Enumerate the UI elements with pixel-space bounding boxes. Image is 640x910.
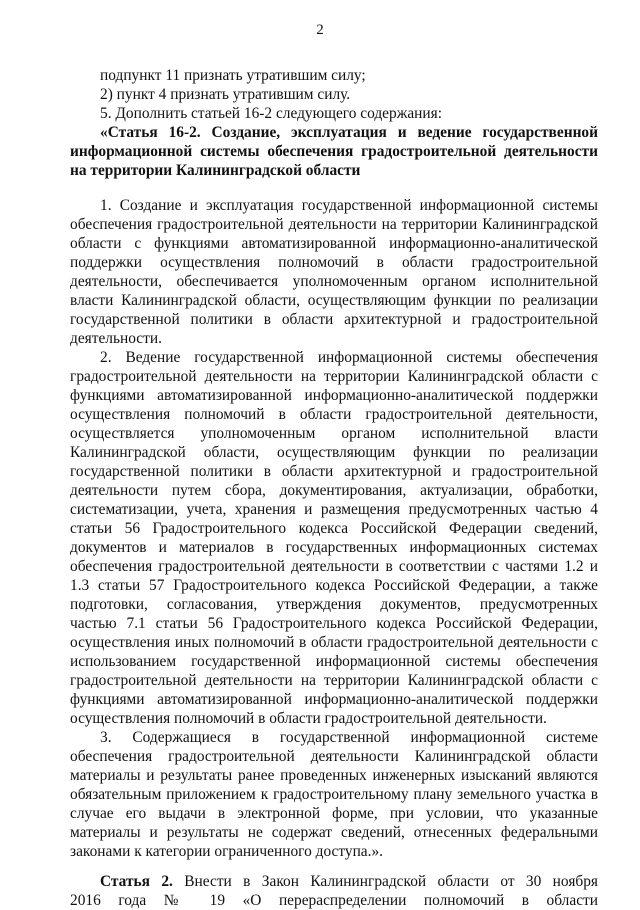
text-line: государственной политики в области архитектурной и градостроительной: [70, 463, 598, 480]
text-line: области с функциями автоматизированной информационно-аналитической: [70, 235, 598, 252]
text-line: обязательным приложением к градостроительному плану земельного участка в: [70, 786, 598, 803]
text-line: осуществления полномочий в области градостроительной деятельности,: [70, 406, 598, 423]
text-line: Калининградской области, осуществляющим функции по реализации: [70, 444, 598, 461]
text-line: обеспечения градостроительной деятельности Калининградской области: [70, 748, 598, 765]
article-2-line: [100, 872, 598, 891]
text-line: градостроительной деятельности на территории Калининградской области с: [70, 368, 598, 385]
text-line: материалы и результаты не содержат сведений, отнесенных федеральными: [70, 824, 598, 841]
article-2-text: Внести в Закон Калининградской области от 30 ноября: [172, 873, 599, 890]
text-line: деятельности, обеспечивается уполномоченным органом исполнительной: [70, 273, 598, 290]
text-line: законами к категории ограниченного доступа.».: [70, 843, 384, 860]
text-line: подпункт 11 признать утратившим силу;: [100, 67, 366, 84]
text-line: 5. Дополнить статьей 16-2 следующего содержания:: [100, 105, 443, 122]
text-line: функциями автоматизированной информационно-аналитической поддержки: [70, 387, 598, 404]
article-heading-line: информационной системы обеспечения градостроительной деятельности: [70, 143, 598, 160]
text-line: материалы и результаты ранее проведенных инженерных изысканий являются: [70, 767, 598, 784]
text-line: случае его выдачи в электронной форме, при условии, что указанные: [70, 805, 598, 822]
article-heading-line: на территории Калининградской области: [70, 162, 361, 179]
text-line: документов и материалов в государственных информационных системах: [70, 539, 598, 556]
text-line: 3. Содержащиеся в государственной информационной системе: [100, 729, 598, 746]
text-line: статьи 56 Градостроительного кодекса Российской Федерации сведений,: [70, 520, 598, 537]
text-line: осуществления иных полномочий в области градостроительной деятельности с: [70, 634, 598, 651]
text-line: 2016 года № 19 «О перераспределении полномочий в области: [70, 892, 598, 909]
text-line: деятельности.: [70, 330, 162, 347]
text-line: государственной политики в области архитектурной и градостроительной: [70, 311, 598, 328]
text-line: поддержки осуществления полномочий в области градостроительной: [70, 254, 598, 271]
text-line: деятельности путем сбора, документирования, актуализации, обработки,: [70, 482, 598, 499]
text-line: использованием государственной информационной системы обеспечения: [70, 653, 598, 670]
text-line: 1.3 статьи 57 Градостроительного кодекса Российской Федерации, а также: [70, 577, 598, 594]
text-line: власти Калининградской области, осуществляющим функции по реализации: [70, 292, 598, 309]
text-line: функциями автоматизированной информационно-аналитической поддержки: [70, 691, 598, 708]
text-line: обеспечения градостроительной деятельности в соответствии с частями 1.2 и: [70, 558, 598, 575]
text-line: подготовки, согласования, утверждения документов, предусмотренных: [70, 596, 598, 613]
text-line: осуществления полномочий в области градостроительной деятельности.: [70, 710, 547, 727]
text-line: 2) пункт 4 признать утратившим силу.: [100, 86, 351, 103]
text-line: 2. Ведение государственной информационной системы обеспечения: [100, 349, 598, 366]
article-2-label: Статья 2.: [100, 873, 173, 890]
text-line: осуществляется уполномоченным органом исполнительной власти: [70, 425, 598, 442]
text-line: градостроительной деятельности на территории Калининградской области с: [70, 672, 598, 689]
article-heading-line: «Статья 16-2. Создание, эксплуатация и ведение государственной: [100, 124, 598, 141]
text-line: обеспечения градостроительной деятельности на территории Калининградской: [70, 216, 598, 233]
text-line: частью 7.1 статьи 56 Градостроительного кодекса Российской Федерации,: [70, 615, 598, 632]
page-number: 2: [316, 22, 324, 38]
text-line: систематизации, учета, хранения и размещения предусмотренных частью 4: [70, 501, 598, 518]
text-line: 1. Создание и эксплуатация государственной информационной системы: [100, 197, 598, 214]
